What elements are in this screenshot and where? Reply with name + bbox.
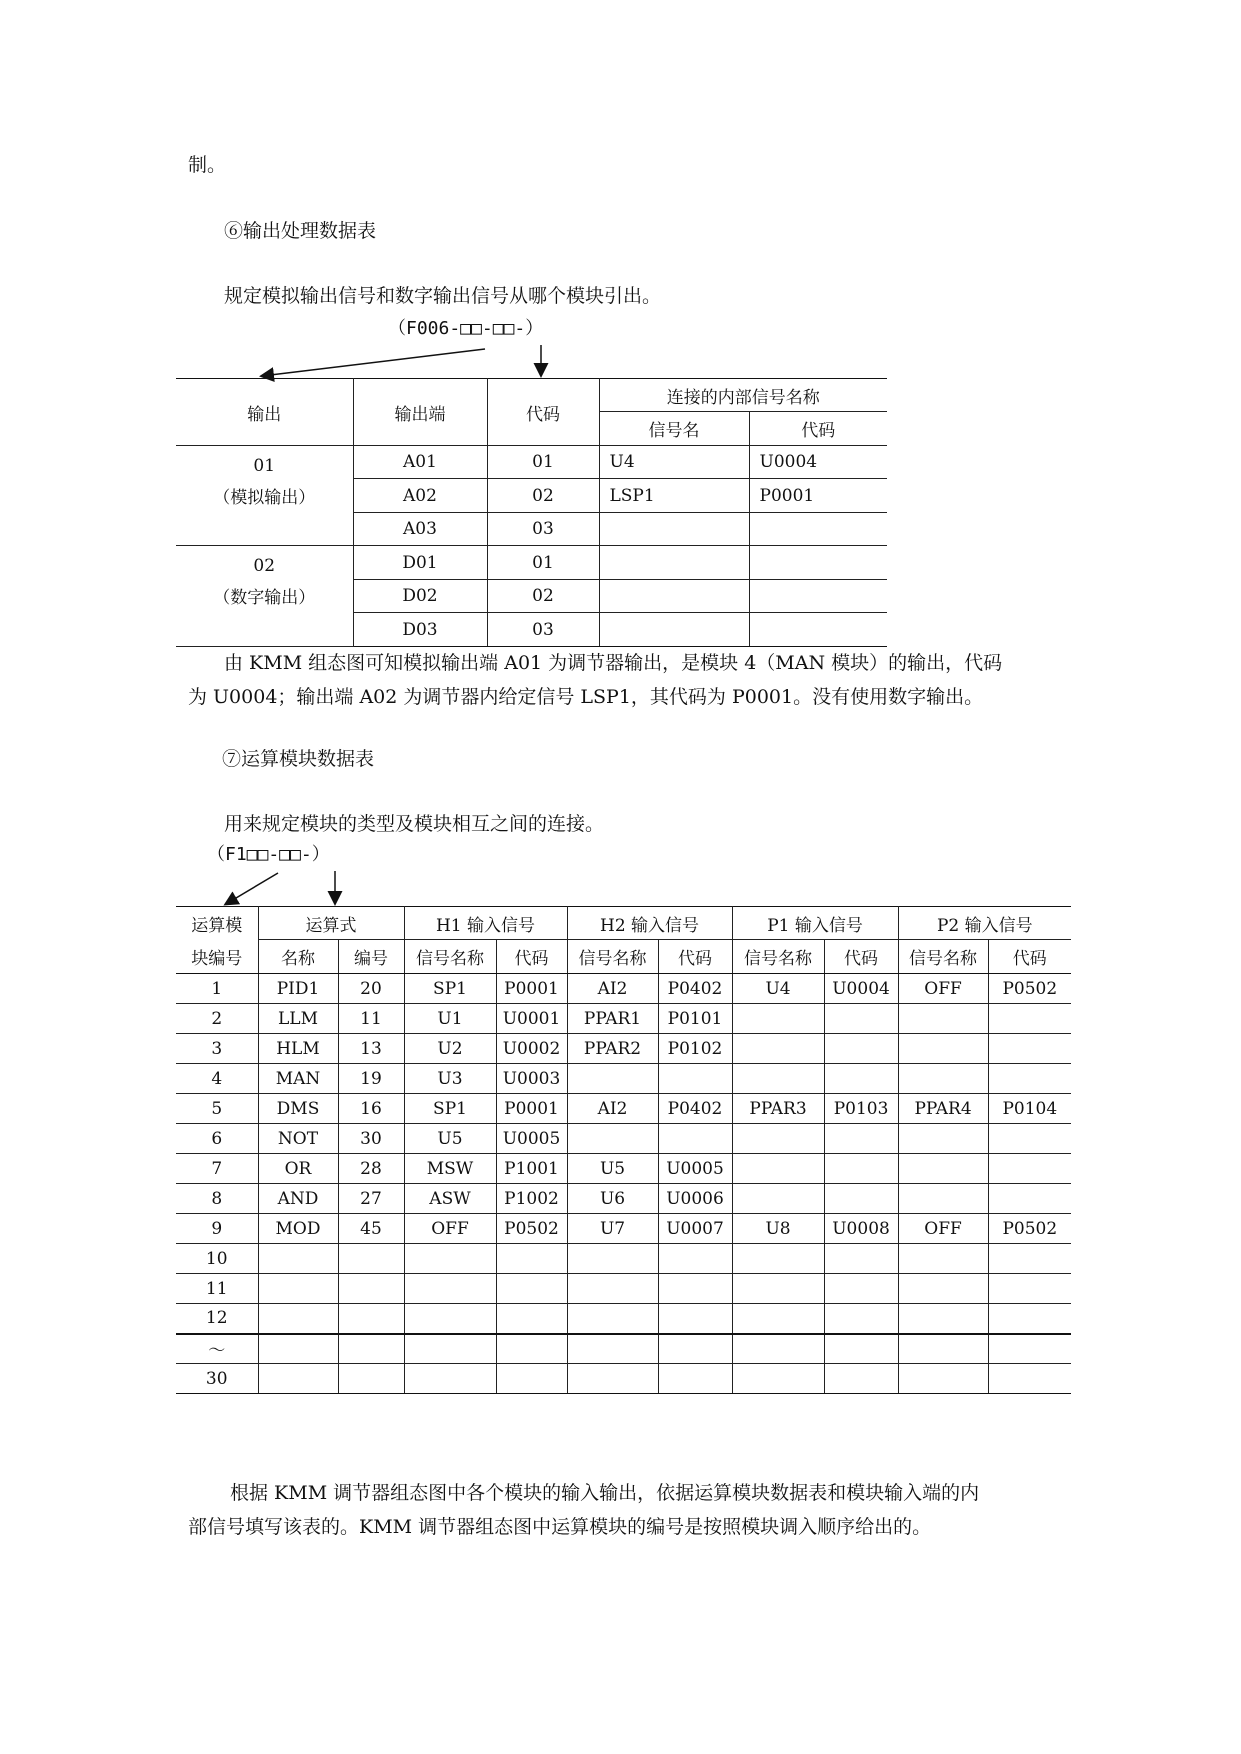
cell-h2-code: P0402 [658,1094,732,1124]
cell-formula-number: 20 [338,974,404,1004]
cell-port: A03 [353,513,487,546]
cell-module-no: 4 [176,1064,258,1094]
table-row [176,1214,1071,1244]
subheader-h2-code: 代码 [658,940,732,974]
cell-p2-code: P0502 [988,974,1071,1004]
group-digital-id: 02 [253,556,276,576]
header-module-no-top: 运算模 [176,907,258,940]
cell-p1-code: U0008 [824,1214,898,1244]
group-digital-label: （数字输出） [213,588,316,608]
table-row [176,1244,1071,1274]
cell-code: 03 [487,513,599,546]
cell-p2-signal-name [898,1154,988,1184]
header-formula: 运算式 [258,907,404,940]
cell-p1-signal-name [732,1184,824,1214]
cell-p2-signal-name [898,1304,988,1334]
cell-module-no: 12 [176,1304,258,1334]
cell-signal-code [749,546,887,580]
cell-h1-signal-name: U2 [404,1034,496,1064]
header-signal-code: 代码 [749,412,887,446]
cell-code: 01 [487,446,599,479]
cell-p2-signal-name [898,1364,988,1394]
cell-formula-number [338,1244,404,1274]
cell-p2-code [988,1304,1071,1334]
cell-formula-number: 27 [338,1184,404,1214]
cell-h1-code: U0001 [496,1004,567,1034]
cell-p2-code [988,1154,1071,1184]
group-analog-label: （模拟输出） [213,488,316,508]
cell-p2-code [988,1124,1071,1154]
cell-formula-number [338,1364,404,1394]
section6-description: 规定模拟输出信号和数字输出信号从哪个模块引出。 [224,285,662,307]
section6-code-format: （F006-□□-□□-） [388,318,544,339]
cell-formula-name: OR [258,1154,338,1184]
paragraph-table-explanation [188,1476,1088,1544]
cell-h2-code [658,1064,732,1094]
subheader-number: 编号 [338,940,404,974]
cell-module-no: 3 [176,1034,258,1064]
cell-formula-name [258,1364,338,1394]
cell-p1-signal-name [732,1304,824,1334]
section7-title: ⑦运算模块数据表 [222,748,375,770]
cell-signal-name [599,546,749,580]
cell-p2-code [988,1274,1071,1304]
table-row [176,1034,1071,1064]
table-row [176,1364,1071,1394]
para2-line2: 部信号填写该表的。KMM 调节器组态图中运算模块的编号是按照模块调入顺序给出的。 [188,1516,932,1538]
table-row [176,1304,1071,1334]
table-row [176,1064,1071,1094]
cell-h1-signal-name: U5 [404,1124,496,1154]
cell-formula-name: PID1 [258,974,338,1004]
section6-title: ⑥输出处理数据表 [224,220,377,242]
cell-p2-signal-name: PPAR4 [898,1094,988,1124]
subheader-h2-signal-name: 信号名称 [567,940,658,974]
cell-h1-signal-name [404,1304,496,1334]
cell-module-no: 2 [176,1004,258,1034]
calculation-table-body [176,974,1071,1394]
output-processing-table [176,378,887,647]
cell-signal-code: U0004 [749,446,887,479]
cell-formula-number [338,1274,404,1304]
cell-module-no: 5 [176,1094,258,1124]
cell-p2-code [988,1244,1071,1274]
cell-h2-signal-name: AI2 [567,974,658,1004]
table-row [176,1004,1071,1034]
subheader-h1-signal-name: 信号名称 [404,940,496,974]
cell-formula-name: HLM [258,1034,338,1064]
cell-h1-code [496,1244,567,1274]
cell-port: A01 [353,446,487,479]
table-row [176,974,1071,1004]
cell-p2-signal-name [898,1334,988,1364]
cell-formula-number [338,1334,404,1364]
cell-formula-number: 11 [338,1004,404,1034]
header-internal-signal: 连接的内部信号名称 [599,379,887,412]
cell-signal-name: U4 [599,446,749,479]
cell-h2-signal-name: U7 [567,1214,658,1244]
cell-h1-code [496,1274,567,1304]
cell-formula-name [258,1274,338,1304]
arrow-to-output-column [262,349,485,376]
cell-formula-name [258,1244,338,1274]
cell-p1-code [824,1064,898,1094]
cell-formula-name: AND [258,1184,338,1214]
cell-p2-code [988,1004,1071,1034]
cell-h1-signal-name [404,1274,496,1304]
cell-h2-code: U0006 [658,1184,732,1214]
cell-p2-signal-name [898,1274,988,1304]
cell-h2-signal-name [567,1274,658,1304]
cell-signal-name [599,613,749,647]
cell-port: D01 [353,546,487,580]
subheader-p1-code: 代码 [824,940,898,974]
cell-formula-name: MAN [258,1064,338,1094]
cell-h1-signal-name: ASW [404,1184,496,1214]
cell-port: D03 [353,613,487,647]
cell-h2-signal-name [567,1244,658,1274]
header-h1-input: H1 输入信号 [404,907,567,940]
cell-module-no: 30 [176,1364,258,1394]
cell-h1-code: P0001 [496,1094,567,1124]
cell-h1-code: P1001 [496,1154,567,1184]
para1-line1: 由 KMM 组态图可知模拟输出端 A01 为调节器输出，是模块 4（MAN 模块）的输出，代码 [224,652,1003,674]
cell-p2-signal-name [898,1124,988,1154]
cell-h2-code: P0402 [658,974,732,1004]
header-p2-input: P2 输入信号 [898,907,1071,940]
cell-code: 03 [487,613,599,647]
header-code: 代码 [487,379,599,446]
cell-h2-code [658,1364,732,1394]
cell-p2-signal-name [898,1004,988,1034]
cell-h1-code: U0005 [496,1124,567,1154]
cell-p1-code [824,1004,898,1034]
cell-h1-signal-name: MSW [404,1154,496,1184]
cell-h1-code [496,1304,567,1334]
cell-p1-code: U0004 [824,974,898,1004]
cell-h2-code [658,1334,732,1364]
cell-signal-name: LSP1 [599,479,749,513]
cell-h1-code: P0001 [496,974,567,1004]
cell-formula-name: DMS [258,1094,338,1124]
cell-h2-code: P0101 [658,1004,732,1034]
cell-p1-signal-name [732,1364,824,1394]
cell-h1-code: P0502 [496,1214,567,1244]
cell-p2-signal-name [898,1244,988,1274]
cell-h1-signal-name: U1 [404,1004,496,1034]
cell-p1-signal-name [732,1334,824,1364]
cell-h2-signal-name: U5 [567,1154,658,1184]
cell-p2-code [988,1334,1071,1364]
continuation-text: 制。 [188,154,227,176]
table-row [176,1184,1071,1214]
cell-p1-signal-name [732,1004,824,1034]
cell-formula-number [338,1304,404,1334]
header-p1-input: P1 输入信号 [732,907,898,940]
cell-signal-code [749,580,887,613]
header-output: 输出 [176,379,353,446]
table-row [176,1274,1071,1304]
cell-formula-number: 16 [338,1094,404,1124]
cell-p2-signal-name [898,1034,988,1064]
cell-p2-signal-name: OFF [898,1214,988,1244]
cell-formula-name: LLM [258,1004,338,1034]
cell-formula-name [258,1334,338,1364]
header-module-no-bottom: 块编号 [176,940,258,974]
cell-module-no: ～ [176,1334,258,1364]
cell-p2-signal-name [898,1064,988,1094]
cell-p1-signal-name [732,1154,824,1184]
paragraph-output-explanation [188,646,1088,714]
cell-formula-number: 19 [338,1064,404,1094]
cell-h2-signal-name: AI2 [567,1094,658,1124]
cell-p1-code [824,1034,898,1064]
cell-h1-code [496,1364,567,1394]
group-analog [176,446,353,546]
cell-p1-signal-name [732,1124,824,1154]
cell-p2-code: P0104 [988,1094,1071,1124]
cell-p2-code [988,1364,1071,1394]
table-row [176,1334,1071,1364]
cell-p1-signal-name [732,1274,824,1304]
table-row [176,1154,1071,1184]
subheader-p2-code: 代码 [988,940,1071,974]
cell-h2-code [658,1244,732,1274]
header-signal-name: 信号名 [599,412,749,446]
cell-formula-number: 30 [338,1124,404,1154]
cell-h1-signal-name: U3 [404,1064,496,1094]
table-row [176,1094,1071,1124]
cell-h1-signal-name [404,1364,496,1394]
cell-h1-code: P1002 [496,1184,567,1214]
cell-h1-code: U0002 [496,1034,567,1064]
group-digital [176,546,353,647]
cell-module-no: 9 [176,1214,258,1244]
subheader-p1-signal-name: 信号名称 [732,940,824,974]
header-port: 输出端 [353,379,487,446]
cell-h1-signal-name: SP1 [404,974,496,1004]
cell-h1-signal-name: OFF [404,1214,496,1244]
header-h2-input: H2 输入信号 [567,907,732,940]
cell-module-no: 7 [176,1154,258,1184]
cell-p1-code [824,1184,898,1214]
cell-code: 01 [487,546,599,580]
cell-h2-signal-name [567,1364,658,1394]
subheader-p2-signal-name: 信号名称 [898,940,988,974]
cell-formula-name: MOD [258,1214,338,1244]
cell-module-no: 1 [176,974,258,1004]
cell-h2-signal-name [567,1064,658,1094]
cell-h1-signal-name [404,1334,496,1364]
cell-h2-code: U0007 [658,1214,732,1244]
cell-p1-code [824,1124,898,1154]
cell-h2-signal-name [567,1124,658,1154]
cell-p2-code [988,1034,1071,1064]
calculation-module-table [176,906,1071,1394]
cell-h2-code: P0102 [658,1034,732,1064]
subheader-h1-code: 代码 [496,940,567,974]
cell-h1-code: U0003 [496,1064,567,1094]
cell-p2-signal-name [898,1184,988,1214]
cell-formula-name: NOT [258,1124,338,1154]
cell-p1-code [824,1304,898,1334]
cell-module-no: 11 [176,1274,258,1304]
cell-h2-code [658,1274,732,1304]
cell-p1-code [824,1154,898,1184]
cell-h2-signal-name: U6 [567,1184,658,1214]
cell-module-no: 10 [176,1244,258,1274]
cell-p1-code [824,1334,898,1364]
cell-formula-name [258,1304,338,1334]
table-row [176,1124,1071,1154]
cell-h2-code: U0005 [658,1154,732,1184]
cell-p1-signal-name [732,1064,824,1094]
cell-formula-number: 45 [338,1214,404,1244]
cell-h1-signal-name [404,1244,496,1274]
cell-h2-signal-name: PPAR2 [567,1034,658,1064]
para2-line1: 根据 KMM 调节器组态图中各个模块的输入输出，依据运算模块数据表和模块输入端的内 [230,1482,980,1504]
cell-p1-code [824,1274,898,1304]
cell-p1-code: P0103 [824,1094,898,1124]
cell-p1-signal-name: U4 [732,974,824,1004]
para1-line2: 为 U0004；输出端 A02 为调节器内给定信号 LSP1，其代码为 P0001。没有使用数字输出。 [188,686,984,708]
cell-p1-signal-name: U8 [732,1214,824,1244]
cell-signal-code [749,513,887,546]
cell-code: 02 [487,580,599,613]
cell-signal-name [599,513,749,546]
cell-p2-code [988,1064,1071,1094]
cell-p1-signal-name [732,1244,824,1274]
arrow-to-module-column [226,873,278,904]
cell-signal-code: P0001 [749,479,887,513]
cell-formula-number: 28 [338,1154,404,1184]
cell-p2-code [988,1184,1071,1214]
cell-signal-name [599,580,749,613]
cell-h2-signal-name [567,1334,658,1364]
subheader-name: 名称 [258,940,338,974]
group-analog-id: 01 [253,456,276,476]
cell-h2-signal-name: PPAR1 [567,1004,658,1034]
cell-h1-signal-name: SP1 [404,1094,496,1124]
cell-port: D02 [353,580,487,613]
cell-h2-code [658,1304,732,1334]
cell-p2-code: P0502 [988,1214,1071,1244]
cell-p2-signal-name: OFF [898,974,988,1004]
cell-p1-code [824,1364,898,1394]
cell-h1-code [496,1334,567,1364]
cell-code: 02 [487,479,599,513]
cell-module-no: 6 [176,1124,258,1154]
cell-p1-signal-name [732,1034,824,1064]
cell-port: A02 [353,479,487,513]
section7-description: 用来规定模块的类型及模块相互之间的连接。 [224,813,605,835]
cell-p1-code [824,1244,898,1274]
cell-h2-code [658,1124,732,1154]
cell-signal-code [749,613,887,647]
cell-formula-number: 13 [338,1034,404,1064]
section7-code-format: （F1□□-□□-） [207,844,330,865]
cell-p1-signal-name: PPAR3 [732,1094,824,1124]
cell-module-no: 8 [176,1184,258,1214]
cell-h2-signal-name [567,1304,658,1334]
